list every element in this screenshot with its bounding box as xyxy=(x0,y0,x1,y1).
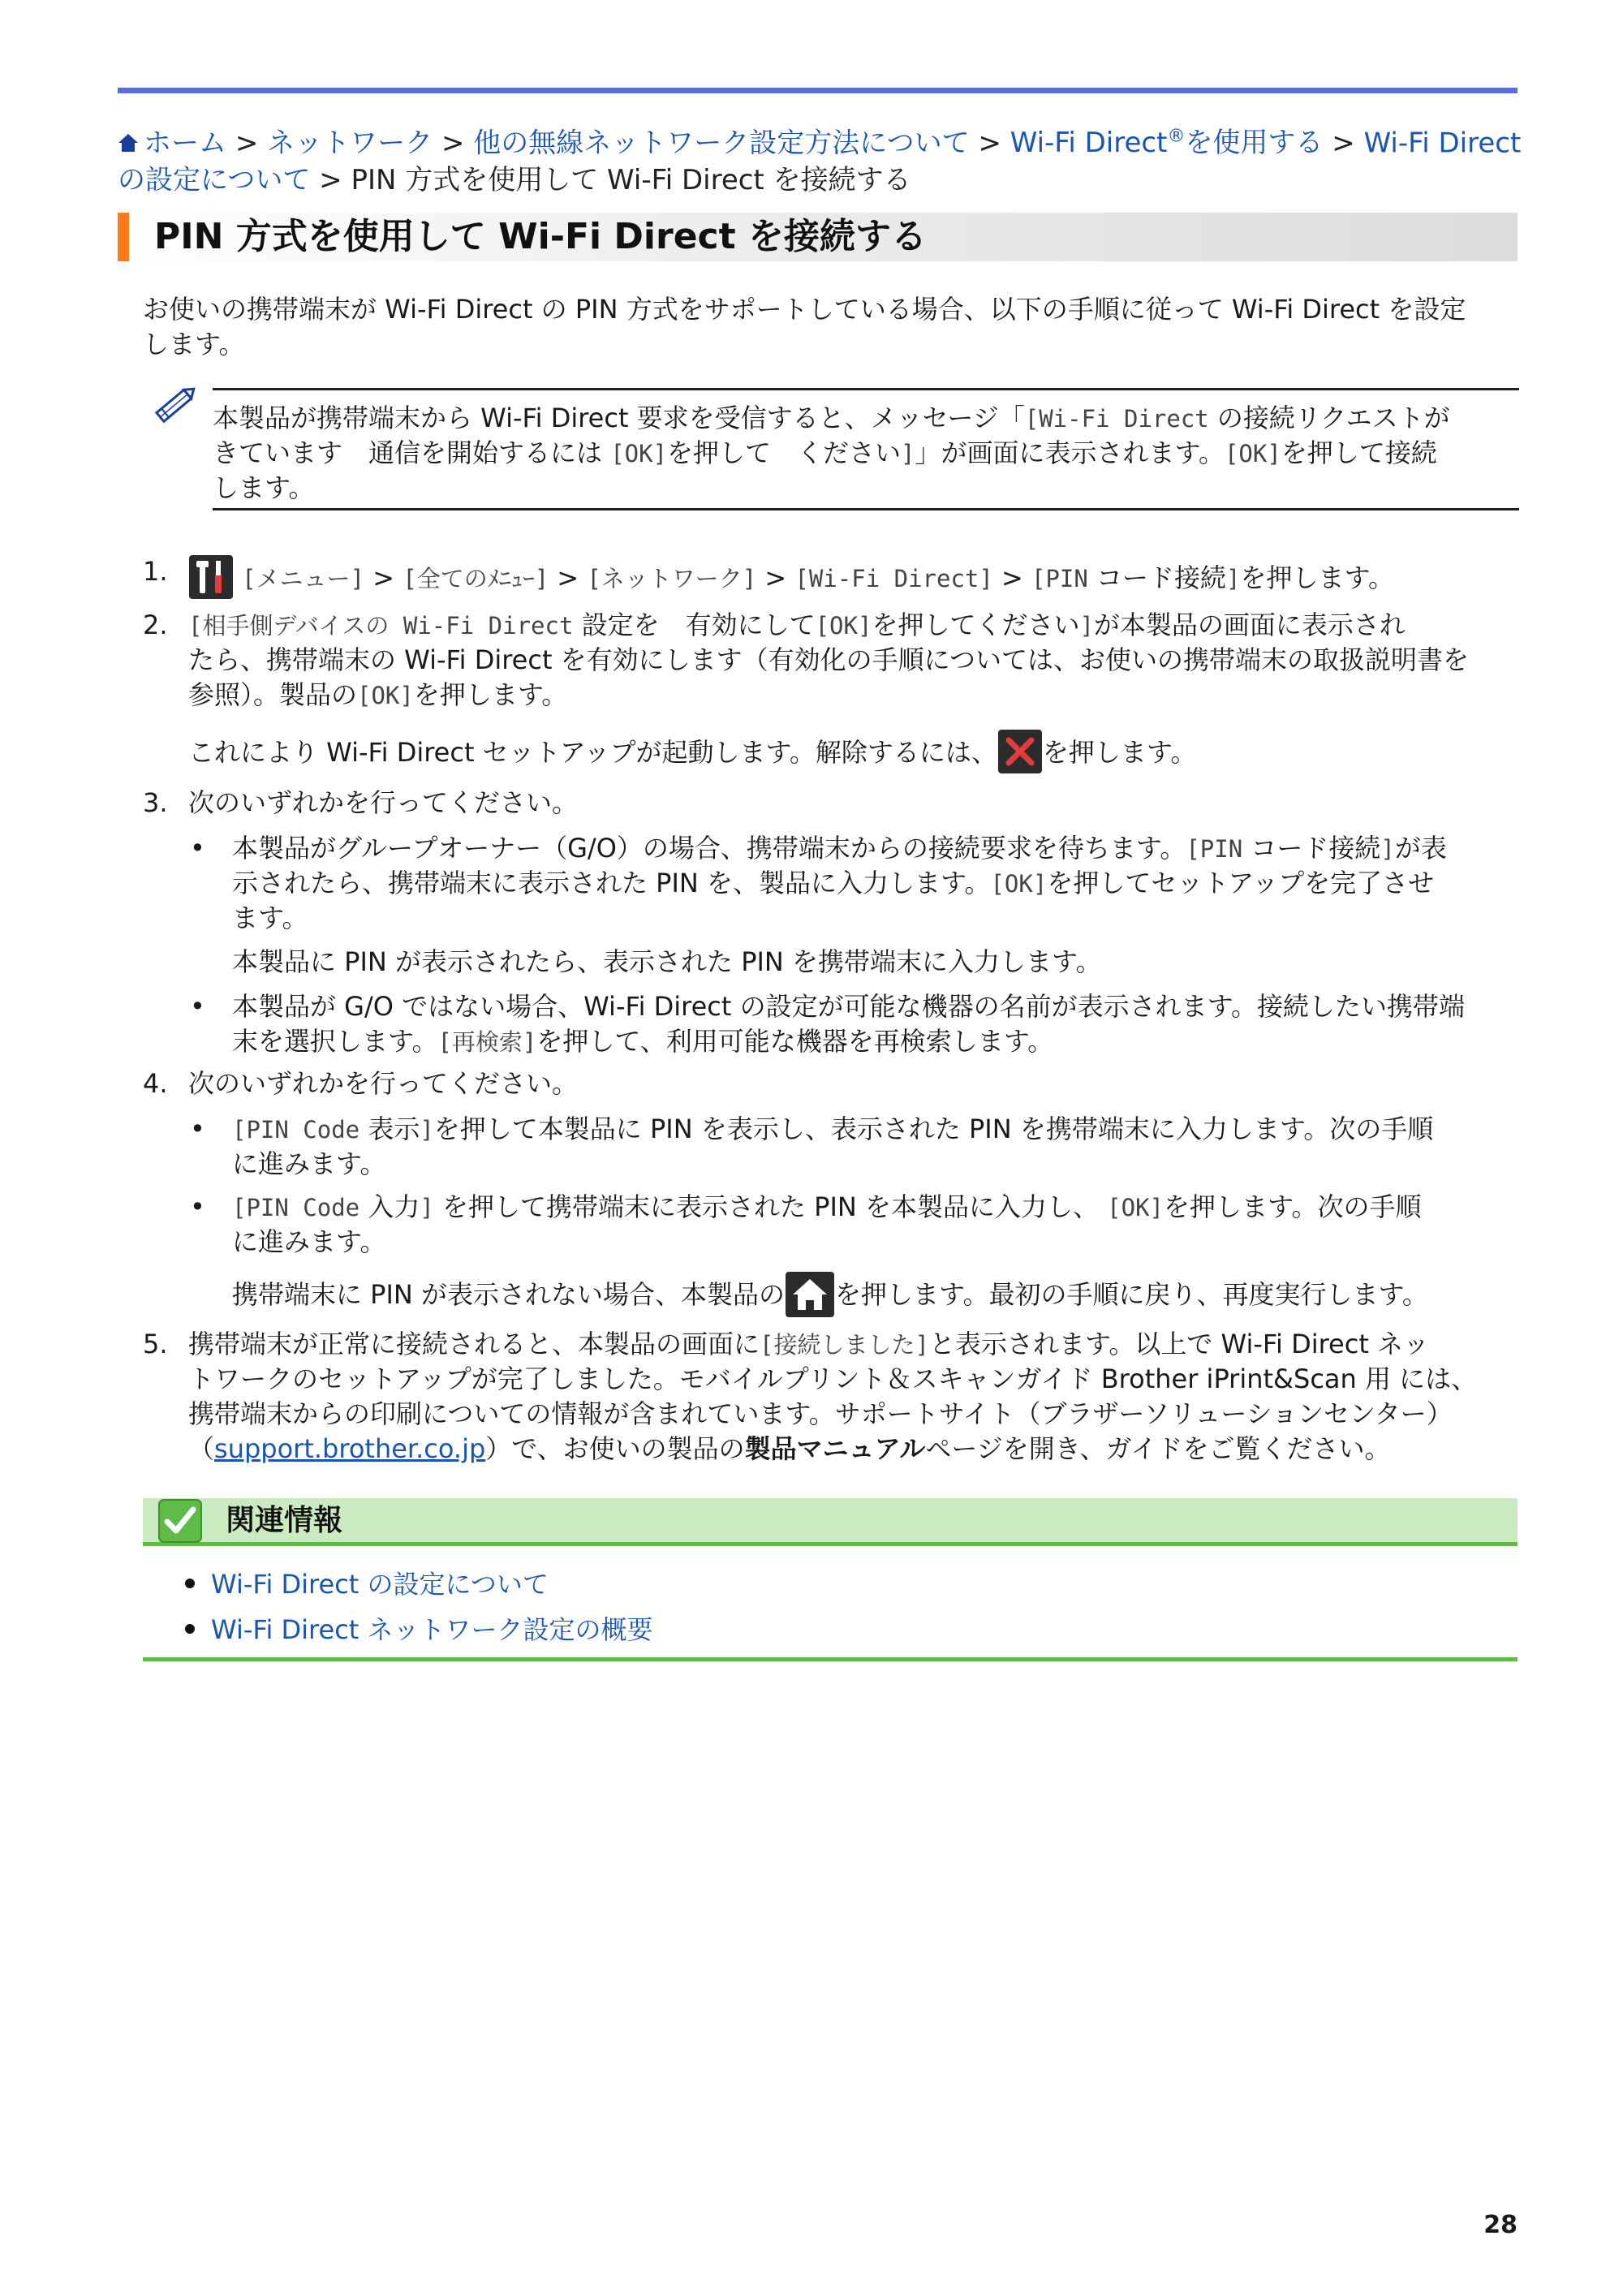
note-line-3: します。 xyxy=(213,472,315,503)
step-text: 末を選択します。 xyxy=(232,1026,438,1057)
note-text: を押して接続 xyxy=(1281,437,1437,468)
step-2-line-3 xyxy=(188,678,567,713)
step-3-number: 3. xyxy=(143,787,168,818)
note-code: [OK] xyxy=(610,440,668,467)
note-text: を押して ください xyxy=(667,437,902,468)
step-text: 入力 xyxy=(359,1191,420,1222)
note-top-rule xyxy=(213,388,1519,390)
code-text: [相手側デバイスの xyxy=(188,612,403,640)
breadcrumb-current: PIN 方式を使用して Wi-Fi Direct を接続する xyxy=(351,164,911,197)
check-icon xyxy=(157,1498,203,1544)
breadcrumb-settings-a: Wi-Fi Direct xyxy=(1363,127,1522,160)
breadcrumb-home[interactable]: ホーム xyxy=(144,127,226,160)
arrow-sep: > xyxy=(549,562,588,593)
breadcrumb-sep: > xyxy=(235,127,259,160)
intro-line-2: します。 xyxy=(143,329,245,360)
step-4-b1-line-2: に進みます。 xyxy=(232,1148,386,1179)
step-3-b1-line-2 xyxy=(232,866,1434,902)
step-2-sub xyxy=(188,729,1196,774)
related-item[interactable] xyxy=(185,1567,549,1602)
home-button-icon xyxy=(785,1271,835,1318)
intro-line-1: お使いの携帯端末が Wi-Fi Direct の PIN 方式をサポートしている場合、以下の手順に従って Wi-Fi Direct を設定 xyxy=(143,294,1466,325)
step-3-b2-line-1: 本製品が G/O ではない場合、Wi-Fi Direct の設定が可能な機器の名前が表示されます。接続したい携帯端 xyxy=(232,991,1466,1022)
related-info-title: 関連情報 xyxy=(226,1504,343,1537)
step-3-b1-sub: 本製品に PIN が表示されたら、表示された PIN を携帯端末に入力します。 xyxy=(232,946,1102,977)
note-text: 」が画面に表示されます。 xyxy=(915,437,1225,468)
page-title: PIN 方式を使用して Wi-Fi Direct を接続する xyxy=(154,216,927,257)
code-text: [OK] xyxy=(990,870,1048,898)
arrow-sep: > xyxy=(364,562,403,593)
settings-tools-icon xyxy=(188,554,234,600)
note-line-1 xyxy=(213,401,1450,437)
step-3-b1-line-1 xyxy=(232,831,1447,867)
step-text: を押してセットアップを完了させ xyxy=(1047,868,1435,898)
step-2-number: 2. xyxy=(143,610,168,640)
note-bottom-rule xyxy=(213,508,1519,510)
step-2-line-2: たら、携帯端末の Wi-Fi Direct を有効にします（有効化の手順については、お使いの携帯端末の取扱説明書を xyxy=(188,644,1470,675)
code-text: [PIN Code xyxy=(232,1194,360,1221)
breadcrumb-sep: > xyxy=(441,127,465,160)
step-text: が表 xyxy=(1394,833,1447,864)
network-key: [ネットワーク] xyxy=(587,565,757,592)
step-3-text: 次のいずれかを行ってください。 xyxy=(188,787,579,818)
step-4-text: 次のいずれかを行ってください。 xyxy=(188,1068,579,1099)
note-code: [OK] xyxy=(1224,440,1281,467)
code-text: ] xyxy=(1380,835,1395,863)
step-text: が本製品の画面に表示され xyxy=(1093,610,1406,640)
step-text: コード接続 xyxy=(1242,833,1381,864)
step-text: ）で、お使いの製品の xyxy=(485,1433,745,1464)
breadcrumb-wifi-direct-use[interactable] xyxy=(1010,127,1324,159)
top-rule xyxy=(118,88,1518,93)
code-text: [OK] xyxy=(357,682,414,709)
code-text: ] xyxy=(1079,612,1094,640)
breadcrumb-sep: > xyxy=(978,127,1001,160)
step-text: ページを開き、ガイドをご覧ください。 xyxy=(925,1433,1391,1464)
step-1-text xyxy=(188,554,1394,600)
bullet: • xyxy=(190,1114,205,1144)
note-code: ] xyxy=(901,440,915,467)
breadcrumb-settings-b: の設定について xyxy=(118,164,311,197)
code-text: ] xyxy=(420,1116,434,1144)
breadcrumb-wifi-direct-text: Wi-Fi Direct xyxy=(1010,127,1168,160)
step-text: を押します。次の手順 xyxy=(1164,1191,1422,1222)
note-code: [Wi-Fi Direct xyxy=(1024,405,1209,433)
product-manual-bold: 製品マニュアル xyxy=(744,1433,926,1464)
breadcrumb xyxy=(118,118,1522,199)
note-text: の接続リクエストが xyxy=(1208,403,1450,433)
code-text: [PIN xyxy=(1186,835,1243,863)
step-text: 示されたら、携帯端末に表示された PIN を、製品に入力します。 xyxy=(232,868,991,898)
pin-code-key-text: コード接続 xyxy=(1087,562,1227,593)
home-icon xyxy=(118,132,139,153)
breadcrumb-sep: > xyxy=(1332,127,1355,160)
note-text: きています 通信を開始するには xyxy=(213,437,611,468)
breadcrumb-wifi-direct-tail: を使用する xyxy=(1185,127,1324,160)
menu-key: [メニュー] xyxy=(242,565,365,592)
bullet: • xyxy=(190,833,205,864)
related-link-wifi-direct-overview[interactable]: Wi-Fi Direct ネットワーク設定の概要 xyxy=(211,1614,653,1645)
step-4-b2-sub xyxy=(232,1271,1428,1318)
step-5-line-1 xyxy=(188,1327,1429,1363)
step-text: を押して、利用可能な機器を再検索します。 xyxy=(536,1026,1054,1057)
arrow-sep: > xyxy=(992,562,1031,593)
step-text: を押します。 xyxy=(413,679,568,710)
step-2-line-1 xyxy=(188,608,1406,644)
cancel-x-icon xyxy=(997,729,1043,774)
code-text: [PIN Code xyxy=(232,1116,360,1144)
related-item[interactable] xyxy=(185,1613,653,1648)
arrow-sep: > xyxy=(756,562,795,593)
step-text: 参照）。製品の xyxy=(188,679,358,710)
step-1-number: 1. xyxy=(143,556,168,587)
related-top-rule xyxy=(143,1542,1518,1546)
step-text: （ xyxy=(188,1433,215,1464)
step-text: これにより Wi-Fi Direct セットアップが起動します。解除するには、 xyxy=(188,737,997,768)
step-3-b1-line-3: ます。 xyxy=(232,902,308,933)
breadcrumb-other-wireless[interactable]: 他の無線ネットワーク設定方法について xyxy=(473,127,970,160)
step-text: と表示されます。以上で Wi-Fi Direct ネッ xyxy=(928,1329,1430,1359)
step-text: 携帯端末が正常に接続されると、本製品の画面に xyxy=(188,1329,760,1359)
bullet: • xyxy=(190,991,205,1022)
step-text: を押して本製品に PIN を表示し、表示された PIN を携帯端末に入力します。次の手順 xyxy=(433,1114,1434,1144)
code-text: [接続しました] xyxy=(760,1331,929,1359)
pencil-note-icon xyxy=(153,380,201,429)
bracket: ] xyxy=(1226,565,1241,592)
step-text: 設定を 有効にして xyxy=(573,610,816,640)
registered-mark: ® xyxy=(1167,127,1186,147)
code-text: [再検索] xyxy=(437,1028,537,1056)
breadcrumb-sep: > xyxy=(319,164,342,197)
code-text: ] xyxy=(420,1194,434,1221)
step-text: 本製品がグループオーナー（G/O）の場合、携帯端末からの接続要求を待ちます。 xyxy=(232,833,1186,864)
step-3-b2-line-2 xyxy=(232,1024,1053,1060)
step-4-b2-line-2: に進みます。 xyxy=(232,1226,386,1257)
pin-code-key: [PIN xyxy=(1031,565,1088,592)
bullet: • xyxy=(190,1191,205,1222)
support-site-link[interactable]: support.brother.co.jp xyxy=(214,1433,486,1464)
step-5-line-4 xyxy=(188,1432,1391,1467)
code-text: [OK] xyxy=(815,612,872,640)
step-text: を押します。最初の手順に戻り、再度実行します。 xyxy=(835,1279,1428,1310)
related-info-bar xyxy=(143,1498,1518,1544)
step-1-tail: を押します。 xyxy=(1240,562,1394,593)
step-5-line-3: 携帯端末からの印刷についての情報が含まれています。サポートサイト（ブラザーソリューションセンター） xyxy=(188,1398,1453,1429)
title-accent xyxy=(118,213,129,261)
step-text: 携帯端末に PIN が表示されない場合、本製品の xyxy=(232,1279,786,1310)
step-4-b2-line-1 xyxy=(232,1190,1421,1226)
wifi-direct-key: [Wi-Fi Direct] xyxy=(794,565,993,592)
note-line-2 xyxy=(213,436,1437,472)
step-text: を押してください xyxy=(872,610,1080,640)
step-4-b1-line-1 xyxy=(232,1112,1433,1148)
related-bottom-rule xyxy=(143,1657,1518,1661)
related-link-wifi-direct-settings[interactable]: Wi-Fi Direct の設定について xyxy=(211,1569,549,1600)
all-menu-key: [全てのﾒﾆｭｰ] xyxy=(403,565,549,592)
step-5-line-2: トワークのセットアップが完了しました。モバイルプリント＆スキャンガイド Brother iPrint&Scan 用 には、 xyxy=(188,1363,1478,1394)
step-text: を押します。 xyxy=(1042,737,1197,768)
step-5-number: 5. xyxy=(143,1329,168,1359)
step-text: 表示 xyxy=(359,1114,420,1144)
step-text: を押して携帯端末に表示された PIN を本製品に入力し、 xyxy=(433,1191,1108,1222)
code-text: [OK] xyxy=(1107,1194,1165,1221)
breadcrumb-network[interactable]: ネットワーク xyxy=(267,127,433,160)
code-text: Wi-Fi Direct xyxy=(403,612,574,640)
step-4-number: 4. xyxy=(143,1068,168,1099)
bullet-dot xyxy=(185,1624,195,1634)
note-text: 本製品が携帯端末から Wi-Fi Direct 要求を受信すると、メッセージ「 xyxy=(213,403,1025,433)
page-number: 28 xyxy=(1483,2211,1518,2239)
bullet-dot xyxy=(185,1579,195,1588)
